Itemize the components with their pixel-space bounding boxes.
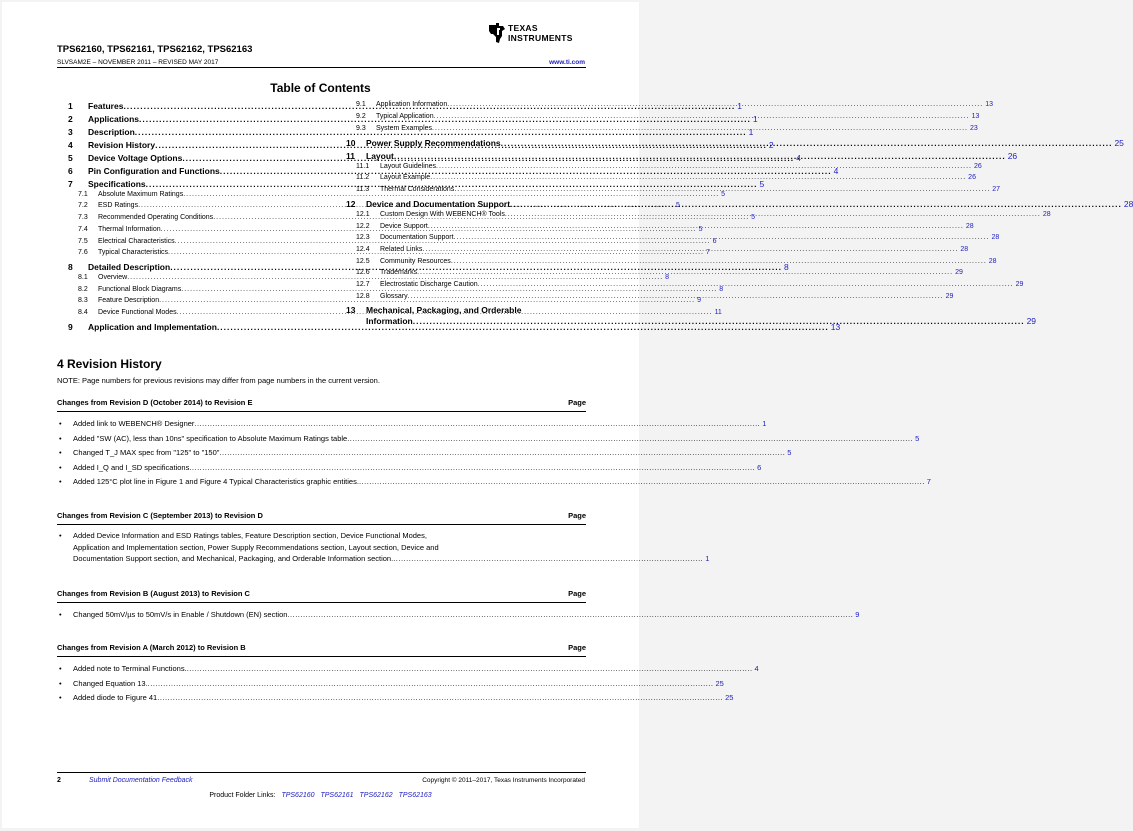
logo-line1: TEXAS: [508, 23, 538, 33]
toc-entry-number: 6: [68, 166, 73, 176]
change-item-page-link[interactable]: 6: [757, 462, 762, 472]
toc-entry-title: Layout: [366, 151, 394, 161]
toc-entry-number: 7: [68, 179, 73, 189]
product-link[interactable]: TPS62162: [359, 792, 393, 799]
change-item-page-link[interactable]: 25: [725, 693, 734, 702]
toc-entry-number: 12.6: [356, 269, 370, 276]
toc-entry-page: 23: [970, 125, 978, 132]
toc-entry[interactable]: [346, 186, 1001, 198]
toc-entry-number: 4: [68, 140, 73, 150]
footer-copyright: Copyright © 2011–2017, Texas Instruments Incorporated: [422, 777, 585, 784]
toc-entry-title: Device Support: [380, 223, 428, 230]
toc-leader: [408, 293, 944, 300]
change-item-text: Documentation Support section, and Mechanical, Packaging, and Orderable Information section.: [73, 554, 394, 563]
toc-entry-title: Layout Guidelines: [380, 163, 437, 170]
toc-entry-number: 7.6: [78, 249, 88, 256]
toc-entry-title: System Examples: [376, 125, 433, 132]
change-item-text: Added note to Terminal Functions.: [73, 664, 187, 673]
toc-entry-title: Information: [366, 316, 413, 326]
toc-entry-title: Glossary: [380, 293, 408, 300]
toc-entry-number: 12.4: [356, 246, 370, 253]
toc-entry-title: Electrical Characteristics: [98, 238, 175, 245]
leader: [157, 692, 723, 704]
toc-entry-number: 7.2: [78, 202, 88, 209]
toc-entry-page: 26: [1007, 151, 1018, 161]
toc-entry-number: 12.2: [356, 223, 370, 230]
change-item: [59, 609, 860, 621]
toc-entry[interactable]: [346, 113, 980, 125]
toc-entry-page: 8: [719, 286, 724, 293]
toc-entry-title: Detailed Description: [88, 262, 171, 272]
toc-leader: [505, 211, 1041, 218]
toc-leader: [417, 269, 953, 276]
product-link[interactable]: TPS62163: [398, 792, 432, 799]
bullet-marker: •: [59, 462, 62, 472]
change-group-title: Changes from Revision C (September 2013) to Revision D: [57, 511, 263, 520]
header-rule: [57, 67, 586, 68]
section-title: 4 Revision History: [57, 357, 162, 371]
header-lit-number: SLVSAM2E – NOVEMBER 2011 – REVISED MAY 2017: [57, 59, 219, 66]
toc-entry-title: Community Resources: [380, 258, 451, 265]
change-item-text: Added diode to Figure 41: [73, 693, 158, 702]
toc-entry-title: Power Supply Recommendations: [366, 138, 501, 148]
change-item-text: Added "SW (AC), less than 10ns" specification to Absolute Maximum Ratings table: [73, 433, 348, 443]
bullet-marker: [59, 542, 73, 554]
toc-entry-number: 12.7: [356, 281, 370, 288]
toc-entry-title: Applications: [88, 114, 140, 124]
toc-leader: [451, 258, 987, 265]
change-item-page-link[interactable]: 9: [855, 610, 860, 619]
toc-entry-title: Typical Application: [376, 113, 434, 120]
toc-entry-number: 12.3: [356, 234, 370, 241]
change-item-page-link[interactable]: 5: [787, 448, 792, 457]
toc-entry-page: 29: [945, 293, 954, 300]
document-page: [2, 2, 1133, 828]
leader: [148, 678, 714, 690]
page-column-label: Page: [568, 398, 586, 407]
toc-leader: [422, 246, 958, 253]
toc-entry-title: Device Voltage Options: [88, 153, 183, 163]
leader: [189, 462, 755, 474]
change-item-page-link[interactable]: 4: [754, 664, 759, 673]
toc-entry-number: 11.2: [356, 174, 370, 181]
toc-entry-title: Device and Documentation Support: [366, 199, 511, 209]
toc-entry-title: ESD Ratings: [98, 202, 139, 209]
toc-title: Table of Contents: [270, 81, 371, 95]
toc-entry-title: Overview: [98, 274, 128, 281]
toc-leader: [434, 113, 970, 120]
toc-entry-title: Layout Example: [380, 174, 431, 181]
page-column-label: Page: [568, 643, 586, 652]
toc-entry-title: Absolute Maximum Ratings: [98, 191, 184, 198]
toc-entry-number: 3: [68, 127, 73, 137]
bullet-marker: •: [59, 678, 62, 688]
change-group-title: Changes from Revision A (March 2012) to Revision B: [57, 643, 246, 652]
toc-entry-number: 5: [68, 153, 73, 163]
toc-entry[interactable]: [346, 281, 1024, 293]
toc-leader: [436, 163, 972, 170]
toc-entry-title: Mechanical, Packaging, and Orderable: [366, 305, 522, 315]
toc-entry-title: Trademarks: [380, 269, 418, 276]
toc-leader: [501, 138, 1113, 148]
toc-entry-number: 11.3: [356, 186, 370, 193]
bullet-marker: •: [59, 433, 62, 443]
toc-entry-page: 28: [988, 258, 997, 265]
feedback-link[interactable]: Submit Documentation Feedback: [89, 777, 193, 784]
change-group-rule: [57, 411, 586, 412]
toc-leader: [432, 125, 968, 132]
toc-entry-page: 25: [1114, 138, 1124, 148]
toc-entry-number: 8.1: [78, 274, 88, 281]
toc-entry-page: 13: [830, 322, 841, 332]
toc-entry-page: 5: [759, 179, 765, 189]
toc-entry[interactable]: [346, 234, 1000, 246]
toc-entry-title: Electrostatic Discharge Caution: [380, 281, 478, 288]
change-item: [59, 476, 931, 488]
toc-entry-page: 8: [665, 274, 670, 281]
toc-entry[interactable]: [346, 246, 969, 258]
toc-entry-number: 8: [68, 262, 73, 272]
toc-entry-page: 28: [965, 223, 974, 230]
toc-entry[interactable]: [346, 174, 976, 186]
page-column-label: Page: [568, 511, 586, 520]
change-item-text: Added 125°C plot line in Figure 1 and Figure 4 Typical Characteristics graphic entities.: [73, 477, 359, 486]
toc-entry-number: 8.4: [78, 309, 88, 316]
toc-entry-title: Documentation Support: [380, 234, 454, 241]
toc-entry-page: 28: [1123, 199, 1133, 209]
toc-entry-number: 13: [346, 305, 356, 315]
toc-entry-number: 11: [346, 151, 355, 161]
header-url-link[interactable]: www.ti.com: [549, 59, 585, 66]
toc-entry-page: 13: [971, 113, 980, 120]
toc-entry[interactable]: [346, 151, 1018, 163]
toc-entry-page: 29: [955, 269, 963, 276]
change-item-page-link[interactable]: 1: [705, 554, 710, 563]
toc-entry[interactable]: [346, 211, 1051, 223]
change-group-rule: [57, 602, 586, 603]
change-group-header: [57, 398, 586, 407]
bullet-marker: •: [59, 693, 62, 702]
toc-entry-number: 1: [68, 101, 73, 111]
toc-entry-page: 4: [796, 153, 801, 163]
toc-entry-title: Application and Implementation: [88, 322, 217, 332]
change-item: [59, 678, 724, 690]
toc-entry[interactable]: [346, 138, 1124, 150]
logo-line2: INSTRUMENTS: [508, 33, 573, 43]
toc-entry-title: Typical Characteristics: [98, 249, 169, 256]
ti-logo: [488, 22, 588, 46]
change-group-header: [57, 589, 586, 598]
toc-leader: [454, 186, 990, 193]
leader: ........................................................................................................................: [393, 554, 704, 563]
toc-entry[interactable]: [346, 125, 978, 137]
toc-entry-number: 8.3: [78, 297, 88, 304]
bullet-marker: •: [59, 448, 62, 457]
toc-entry-title: Feature Description: [98, 297, 160, 304]
toc-entry-title: Functional Block Diagrams: [98, 286, 182, 293]
toc-entry-number: 11.1: [356, 163, 370, 170]
toc-entry-title: Revision History: [88, 140, 156, 150]
toc-entry[interactable]: [346, 101, 993, 113]
product-folder-links: [2, 792, 639, 799]
toc-entry-page: 27: [992, 186, 1001, 193]
toc-entry-page: 1: [752, 114, 758, 124]
toc-entry[interactable]: [346, 199, 1133, 211]
toc-leader: [430, 174, 966, 181]
footer-rule: [57, 772, 586, 773]
bullet-marker: [59, 553, 73, 565]
product-link[interactable]: TPS62161: [320, 792, 354, 799]
toc-entry-page: 28: [960, 246, 969, 253]
toc-entry-title: Device Functional Modes: [98, 309, 177, 316]
change-item-text: Added link to WEBENCH® Designer: [73, 419, 195, 428]
change-item: [59, 663, 759, 675]
footer-page-number: 2: [57, 777, 61, 784]
toc-entry-page: 11: [714, 309, 722, 316]
change-item-text: Added Device Information and ESD Ratings tables, Feature Description section, Device Functional Modes,: [73, 531, 427, 540]
toc-entry-page: 28: [991, 234, 1000, 241]
change-group-title: Changes from Revision D (October 2014) to Revision E: [57, 398, 253, 407]
toc-entry-number: 12: [346, 199, 356, 209]
toc-entry[interactable]: [346, 293, 954, 305]
toc-entry-number: 7.1: [78, 191, 88, 198]
page-column-label: Page: [568, 589, 586, 598]
toc-entry-number: 10: [346, 138, 356, 148]
toc-entry-title: Description: [88, 127, 135, 137]
toc-entry-title: Related Links: [380, 246, 423, 253]
toc-entry-page: 5: [721, 191, 726, 198]
change-group-header: [57, 511, 586, 520]
change-group-title: Changes from Revision B (August 2013) to Revision C: [57, 589, 250, 598]
change-group-rule: [57, 524, 586, 525]
leader: [187, 663, 753, 675]
toc-entry-number: 12.1: [356, 211, 370, 218]
toc-leader: [428, 223, 964, 230]
toc-entry-number: 12.8: [356, 293, 370, 300]
toc-entry-page: 9: [697, 297, 701, 304]
toc-entry-number: 9.1: [356, 101, 366, 108]
toc-entry-page: 6: [712, 238, 717, 245]
toc-entry-title: Pin Configuration and Functions: [88, 166, 220, 176]
toc-leader: [510, 199, 1122, 209]
toc-entry-page: 1: [748, 127, 754, 137]
ti-logo-icon: [488, 22, 506, 44]
change-item: [59, 462, 762, 474]
toc-entry-page: 1: [737, 101, 742, 111]
toc-entry-number: 7.3: [78, 214, 88, 221]
toc-entry-title: Features: [88, 101, 124, 111]
toc-entry-page: 7: [706, 249, 710, 256]
change-group-rule: [57, 656, 586, 657]
change-item-page-link[interactable]: 7: [926, 477, 931, 486]
toc-entry-number: 7.4: [78, 226, 88, 233]
change-item: [59, 530, 710, 565]
change-item-text: Added I_Q and I_SD specifications: [73, 462, 190, 472]
change-item: [59, 692, 734, 704]
toc-entry-page: 28: [1042, 211, 1051, 218]
toc-entry-title: Recommended Operating Conditions: [98, 214, 214, 221]
leader: [287, 609, 853, 621]
toc-leader: [394, 151, 1006, 161]
change-item: [59, 433, 920, 445]
toc-entry-number: 9.2: [356, 113, 366, 120]
toc-entry-page: 29: [1026, 316, 1037, 326]
toc-entry-page: 26: [968, 174, 976, 181]
toc-entry-title: Custom Design With WEBENCH® Tools: [380, 211, 505, 218]
bullet-marker: •: [59, 664, 62, 673]
toc-entry[interactable]: [68, 297, 701, 309]
change-item-text: Changed T_J MAX spec from "125" to "150": [73, 448, 220, 457]
toc-entry-number: 9.3: [356, 125, 366, 132]
toc-entry-number: 7.5: [78, 238, 88, 245]
toc-entry-page: 29: [1015, 281, 1024, 288]
toc-entry-title: Thermal Information: [98, 226, 161, 233]
product-link[interactable]: TPS62160: [281, 792, 315, 799]
change-item-page-link[interactable]: 25: [715, 678, 724, 688]
change-item: [59, 447, 792, 459]
bullet-marker: •: [59, 610, 62, 619]
toc-leader: [447, 101, 983, 108]
change-item-text: Changed Equation 13.: [73, 678, 148, 688]
change-item-text: Application and Implementation section, Power Supply Recommendations section, Layout section, Device and: [73, 542, 439, 552]
bullet-marker: •: [59, 531, 62, 540]
toc-entry-page: 26: [974, 163, 982, 170]
toc-entry-page: 8: [784, 262, 789, 272]
product-folder-label: Product Folder Links:: [209, 792, 276, 799]
toc-entry-number: 8.2: [78, 286, 88, 293]
leader: [219, 447, 785, 459]
change-item-text: Changed 50mV/µs to 50mV/s in Enable / Shutdown (EN) section: [73, 610, 288, 619]
toc-entry-page: 4: [833, 166, 839, 176]
leader: [359, 476, 925, 488]
toc-entry-title: Application Information: [376, 101, 448, 108]
toc-entry-page: 5: [676, 202, 680, 209]
toc-entry-number: 12.5: [356, 258, 370, 265]
leader: [194, 418, 760, 430]
toc-entry-page: 5: [698, 226, 703, 233]
toc-entry[interactable]: [346, 269, 963, 281]
change-item-page-link[interactable]: 5: [915, 433, 920, 443]
header-part-numbers: TPS62160, TPS62161, TPS62162, TPS62163: [57, 44, 253, 55]
toc-entry[interactable]: [68, 322, 841, 334]
toc-entry-title: Specifications: [88, 179, 146, 189]
toc-entry-title: Thermal Considerations: [380, 186, 455, 193]
leader: [347, 433, 913, 445]
toc-entry-page: 2: [768, 140, 774, 150]
bullet-marker: •: [59, 419, 62, 428]
toc-entry-number: 2: [68, 114, 73, 124]
toc-leader: [478, 281, 1014, 288]
change-item-page-link[interactable]: 1: [762, 419, 767, 428]
toc-leader: [413, 316, 1025, 326]
toc-entry-number: 9: [68, 322, 73, 332]
change-item: [59, 418, 767, 430]
change-group-header: [57, 643, 586, 652]
revision-note: NOTE: Page numbers for previous revisions may differ from page numbers in the current version.: [57, 376, 380, 385]
bullet-marker: •: [59, 477, 62, 486]
toc-entry-page: 5: [751, 214, 756, 221]
toc-entry-page: 13: [985, 101, 993, 108]
toc-leader: [454, 234, 990, 241]
